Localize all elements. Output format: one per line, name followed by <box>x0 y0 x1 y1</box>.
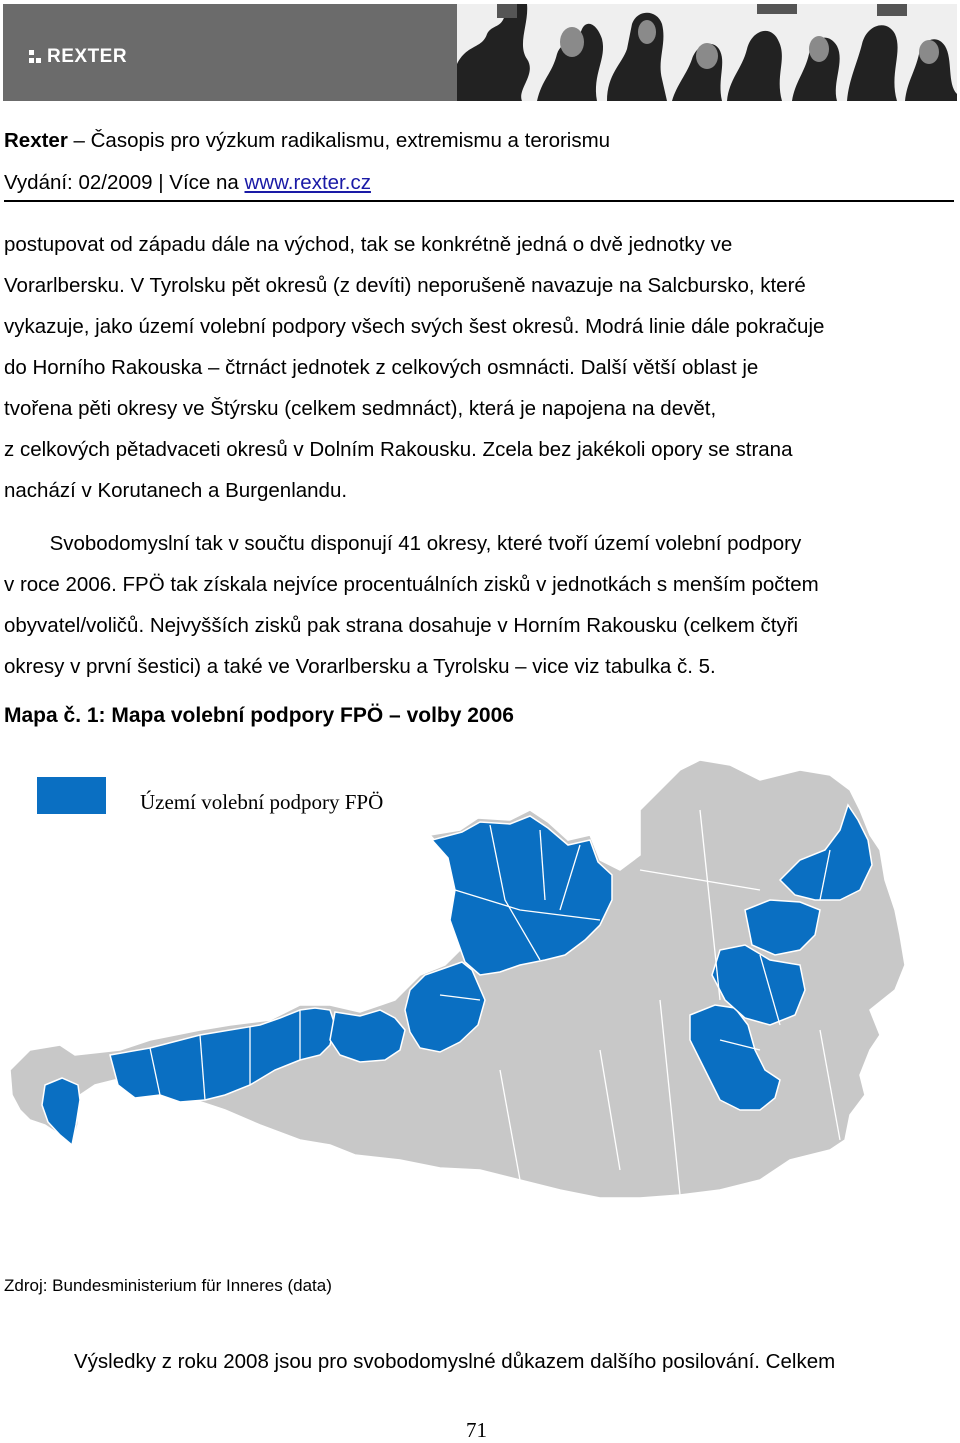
paragraph-line: tvořena pěti okresy ve Štýrsku (celkem sedmnáct), která je napojena na devět, <box>4 397 717 420</box>
journal-title-line <box>4 129 610 153</box>
issue-text: Vydání: 02/2009 | Více na <box>4 171 245 194</box>
paragraph-1 <box>4 224 954 511</box>
journal-subtitle: Časopis pro výzkum radikalismu, extremismu a terorismu <box>90 129 611 152</box>
paragraph-line: Svobodomyslní tak v součtu disponují 41 okresy, které tvoří území volební podpory <box>4 532 802 555</box>
map-title: Mapa č. 1: Mapa volební podpory FPÖ – volby 2006 <box>4 704 514 727</box>
website-link[interactable]: www.rexter.cz <box>244 171 371 194</box>
logo-text: REXTER <box>47 46 128 67</box>
paragraph-line: z celkových pětadvaceti okresů v Dolním Rakousku. Zcela bez jakékoli opory se strana <box>4 438 793 461</box>
paragraph-line: postupovat od západu dále na východ, tak se konkrétně jedná o dvě jednotky ve <box>4 233 733 256</box>
rexter-logo <box>29 46 127 68</box>
district-tyrol-east <box>330 1010 405 1062</box>
banner <box>0 0 960 103</box>
paragraph-line: obyvatel/voličů. Nejvyšších zisků pak strana dosahuje v Horním Rakousku (celkem čtyři <box>4 614 799 637</box>
paragraph-line: vykazuje, jako území volební podpory všech svých šest okresů. Modrá linie dále pokračuje <box>4 315 825 338</box>
district-vorarlberg <box>42 1078 80 1145</box>
paragraph-line: Vorarlbersku. V Tyrolsku pět okresů (z devíti) neporušeně navazuje na Salcbursko, které <box>4 274 806 297</box>
paragraph-line: do Horního Rakouska – čtrnáct jednotek z celkových osmnácti. Další větší oblast je <box>4 356 759 379</box>
crowd-photo-image <box>457 4 957 101</box>
journal-name: Rexter <box>4 129 68 152</box>
legend-label: Území volební podpory FPÖ <box>140 790 384 814</box>
legend-swatch <box>37 777 106 814</box>
header-divider <box>4 200 954 202</box>
paragraph-2 <box>4 523 954 687</box>
logo-mark-icon <box>29 50 41 64</box>
austria-map <box>0 750 960 1250</box>
banner-crowd-photo <box>457 4 957 101</box>
journal-title-dash: – <box>67 129 91 152</box>
paragraph-line: nachází v Korutanech a Burgenlandu. <box>4 479 348 502</box>
banner-logo-panel <box>3 4 457 101</box>
page-number: 71 <box>466 1418 487 1442</box>
final-paragraph-line: Výsledky z roku 2008 jsou pro svobodomyslné důkazem dalšího posilování. Celkem <box>74 1350 836 1373</box>
source-note: Zdroj: Bundesministerium für Inneres (data) <box>4 1276 332 1295</box>
paragraph-line: v roce 2006. FPÖ tak získala nejvíce procentuálních zisků v jednotkách s menším počtem <box>4 573 819 596</box>
issue-line <box>4 171 371 195</box>
paragraph-line: okresy v první šestici) a také ve Vorarlbersku a Tyrolsku – vice viz tabulka č. 5. <box>4 655 716 678</box>
